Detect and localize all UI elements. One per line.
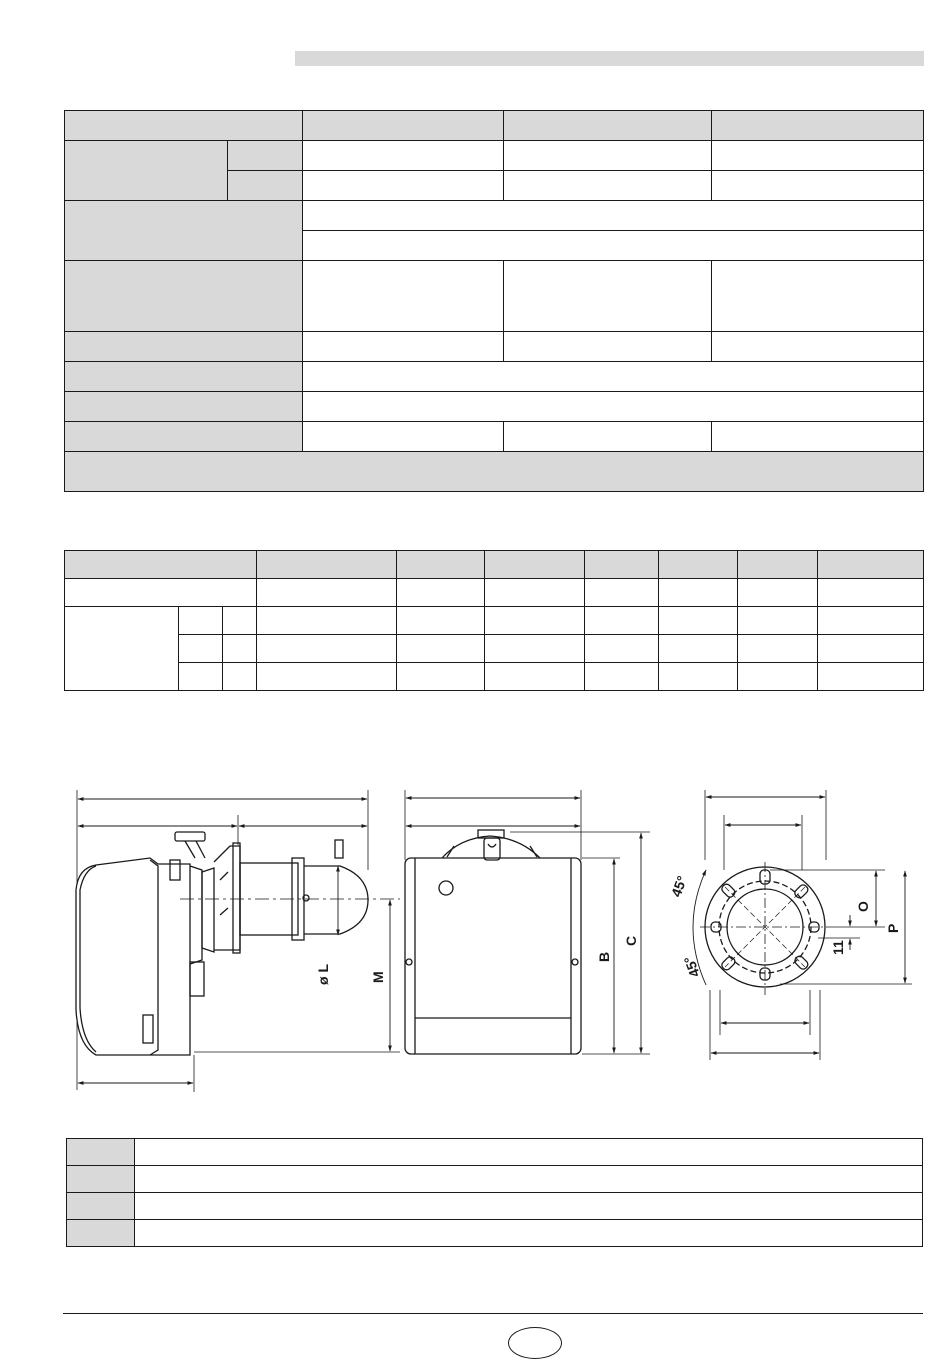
row-label-cell xyxy=(65,362,303,392)
header-cell xyxy=(303,111,504,141)
legend-key-cell xyxy=(67,1220,135,1247)
table-cell xyxy=(712,422,924,452)
label-11: 11 xyxy=(830,940,846,955)
header-cell xyxy=(712,111,924,141)
legend-text-cell xyxy=(135,1166,923,1193)
table-cell xyxy=(738,579,818,607)
table-cell xyxy=(65,579,257,607)
row-label-cell xyxy=(65,141,228,201)
table-cell xyxy=(303,362,924,392)
table-cell xyxy=(585,635,659,663)
table-note-cell xyxy=(65,452,924,492)
header-cell xyxy=(397,551,485,579)
table-cell xyxy=(659,663,738,691)
header-cell xyxy=(738,551,818,579)
table-cell xyxy=(818,663,924,691)
header-cell xyxy=(504,111,712,141)
table-cell xyxy=(659,607,738,635)
legend-key-cell xyxy=(67,1166,135,1193)
table-cell xyxy=(712,171,924,201)
page-number-badge xyxy=(508,1327,562,1359)
label-o: O xyxy=(855,901,871,912)
row-sublabel-cell xyxy=(228,141,303,171)
row-label-cell xyxy=(65,392,303,422)
row-label-cell xyxy=(65,332,303,362)
table-cell xyxy=(504,171,712,201)
header-cell xyxy=(257,551,397,579)
label-bore: ø L xyxy=(315,964,331,985)
table-cell xyxy=(223,607,257,635)
table-cell xyxy=(303,171,504,201)
table-cell xyxy=(223,635,257,663)
table-cell xyxy=(223,663,257,691)
legend-text-cell xyxy=(135,1139,923,1166)
table-cell xyxy=(659,579,738,607)
table-cell xyxy=(303,422,504,452)
table-cell xyxy=(397,607,485,635)
table-cell xyxy=(303,231,924,261)
table-cell xyxy=(738,635,818,663)
table-cell xyxy=(818,607,924,635)
table-cell xyxy=(397,579,485,607)
label-p: P xyxy=(885,923,901,933)
table-cell xyxy=(485,579,585,607)
section-header-bar xyxy=(295,51,924,66)
table-cell xyxy=(303,141,504,171)
header-cell xyxy=(659,551,738,579)
table-cell xyxy=(585,579,659,607)
table-cell xyxy=(504,332,712,362)
table-cell xyxy=(659,635,738,663)
table-cell xyxy=(303,261,504,332)
footer-rule xyxy=(63,1313,923,1314)
row-sublabel-cell xyxy=(228,171,303,201)
label-m: M xyxy=(370,971,386,983)
table-cell xyxy=(303,201,924,231)
legend-table xyxy=(66,1138,923,1247)
header-cell xyxy=(818,551,924,579)
flange-view xyxy=(693,790,912,1060)
table-cell xyxy=(712,261,924,332)
table-cell xyxy=(257,579,397,607)
table-cell xyxy=(485,663,585,691)
table-cell xyxy=(257,663,397,691)
header-cell xyxy=(585,551,659,579)
table-cell xyxy=(303,332,504,362)
table-cell xyxy=(179,663,223,691)
dimensions-table xyxy=(64,550,924,691)
label-angle-top: 45° xyxy=(667,873,691,900)
row-label-cell xyxy=(65,607,179,691)
legend-key-cell xyxy=(67,1139,135,1166)
table-cell xyxy=(257,607,397,635)
row-label-cell xyxy=(65,201,303,261)
table-cell xyxy=(179,635,223,663)
label-angle-bottom: 45° xyxy=(680,954,703,980)
dimension-drawings xyxy=(0,760,950,1100)
table-cell xyxy=(712,141,924,171)
side-view xyxy=(76,790,400,1092)
table-cell xyxy=(303,392,924,422)
table-cell xyxy=(818,579,924,607)
legend-text-cell xyxy=(135,1193,923,1220)
row-label-cell xyxy=(65,261,303,332)
table-cell xyxy=(485,635,585,663)
table-cell xyxy=(257,635,397,663)
table-cell xyxy=(738,663,818,691)
table-cell xyxy=(504,261,712,332)
table-cell xyxy=(585,663,659,691)
label-c: C xyxy=(623,935,639,946)
table-cell xyxy=(585,607,659,635)
row-label-cell xyxy=(65,422,303,452)
table-cell xyxy=(179,607,223,635)
header-cell xyxy=(65,111,303,141)
header-cell xyxy=(485,551,585,579)
technical-data-table xyxy=(64,110,924,492)
label-b: B xyxy=(596,951,612,962)
table-cell xyxy=(397,635,485,663)
table-cell xyxy=(818,635,924,663)
legend-key-cell xyxy=(67,1193,135,1220)
table-cell xyxy=(504,141,712,171)
legend-text-cell xyxy=(135,1220,923,1247)
front-view xyxy=(405,790,650,1054)
table-cell xyxy=(504,422,712,452)
table-cell xyxy=(712,332,924,362)
table-cell xyxy=(738,607,818,635)
table-cell xyxy=(397,663,485,691)
header-cell xyxy=(65,551,257,579)
table-cell xyxy=(485,607,585,635)
